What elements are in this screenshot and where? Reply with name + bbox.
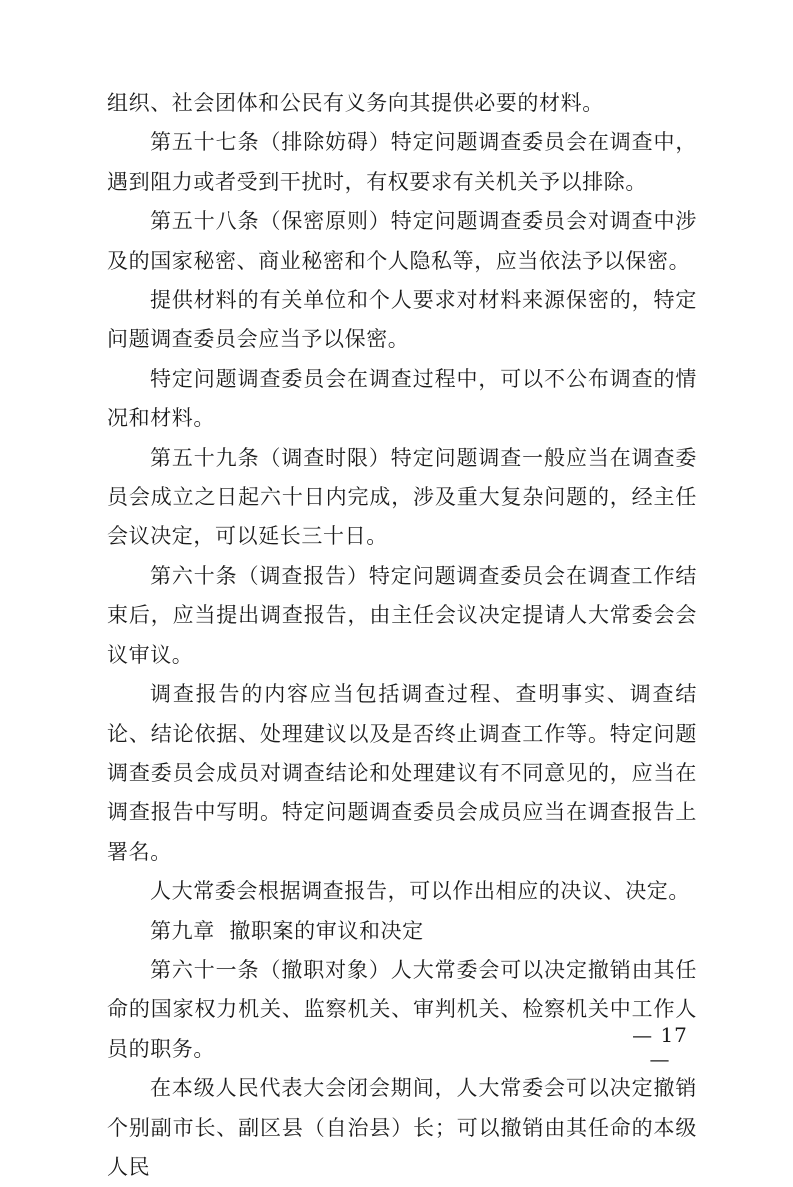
page-number: — 17 —: [632, 1023, 688, 1071]
article-60: 第六十条（调查报告）特定问题调查委员会在调查工作结束后，应当提出调查报告，由主任会议决定提请人大常委会会议审议。: [107, 563, 697, 667]
paragraph-recess-removal: 在本级人民代表大会闭会期间，人大常委会可以决定撤销个别副市长、副区县（自治县）长；可以撤销由其任命的本级人民: [107, 1076, 697, 1179]
paragraph-continuation: 组织、社会团体和公民有义务向其提供必要的材料。: [107, 91, 604, 115]
chapter-heading: 第九章 撤职案的审议和决定: [150, 918, 424, 943]
paragraph-nondisclosure: 特定问题调查委员会在调查过程中，可以不公布调查的情况和材料。: [107, 366, 697, 431]
article-57: 第五十七条（排除妨碍）特定问题调查委员会在调查中，遇到阻力或者受到干扰时，有权要求有关机关予以排除。: [107, 130, 697, 194]
article-58: 第五十八条（保密原则）特定问题调查委员会对调查中涉及的国家秘密、商业秘密和个人隐私等，应当依法予以保密。: [107, 209, 697, 273]
paragraph-report-content: 调查报告的内容应当包括调查过程、查明事实、调查结论、结论依据、处理建议以及是否终止调查工作等。特定问题调查委员会成员对调查结论和处理建议有不同意见的，应当在调查报告中写明。特定问题调查委员会成员应当在调查报告上署名。: [107, 682, 697, 864]
paragraph-resolution: 人大常委会根据调查报告，可以作出相应的决议、决定。: [150, 879, 690, 904]
paragraph-source-confidentiality: 提供材料的有关单位和个人要求对材料来源保密的，特定问题调查委员会应当予以保密。: [107, 288, 697, 352]
body-text: [107, 84, 697, 1187]
article-61: 第六十一条（撤职对象）人大常委会可以决定撤销由其任命的国家权力机关、监察机关、审判机关、检察机关中工作人员的职务。: [107, 957, 697, 1061]
article-59: 第五十九条（调查时限）特定问题调查一般应当在调查委员会成立之日起六十日内完成，涉及重大复杂问题的，经主任会议决定，可以延长三十日。: [107, 445, 697, 549]
